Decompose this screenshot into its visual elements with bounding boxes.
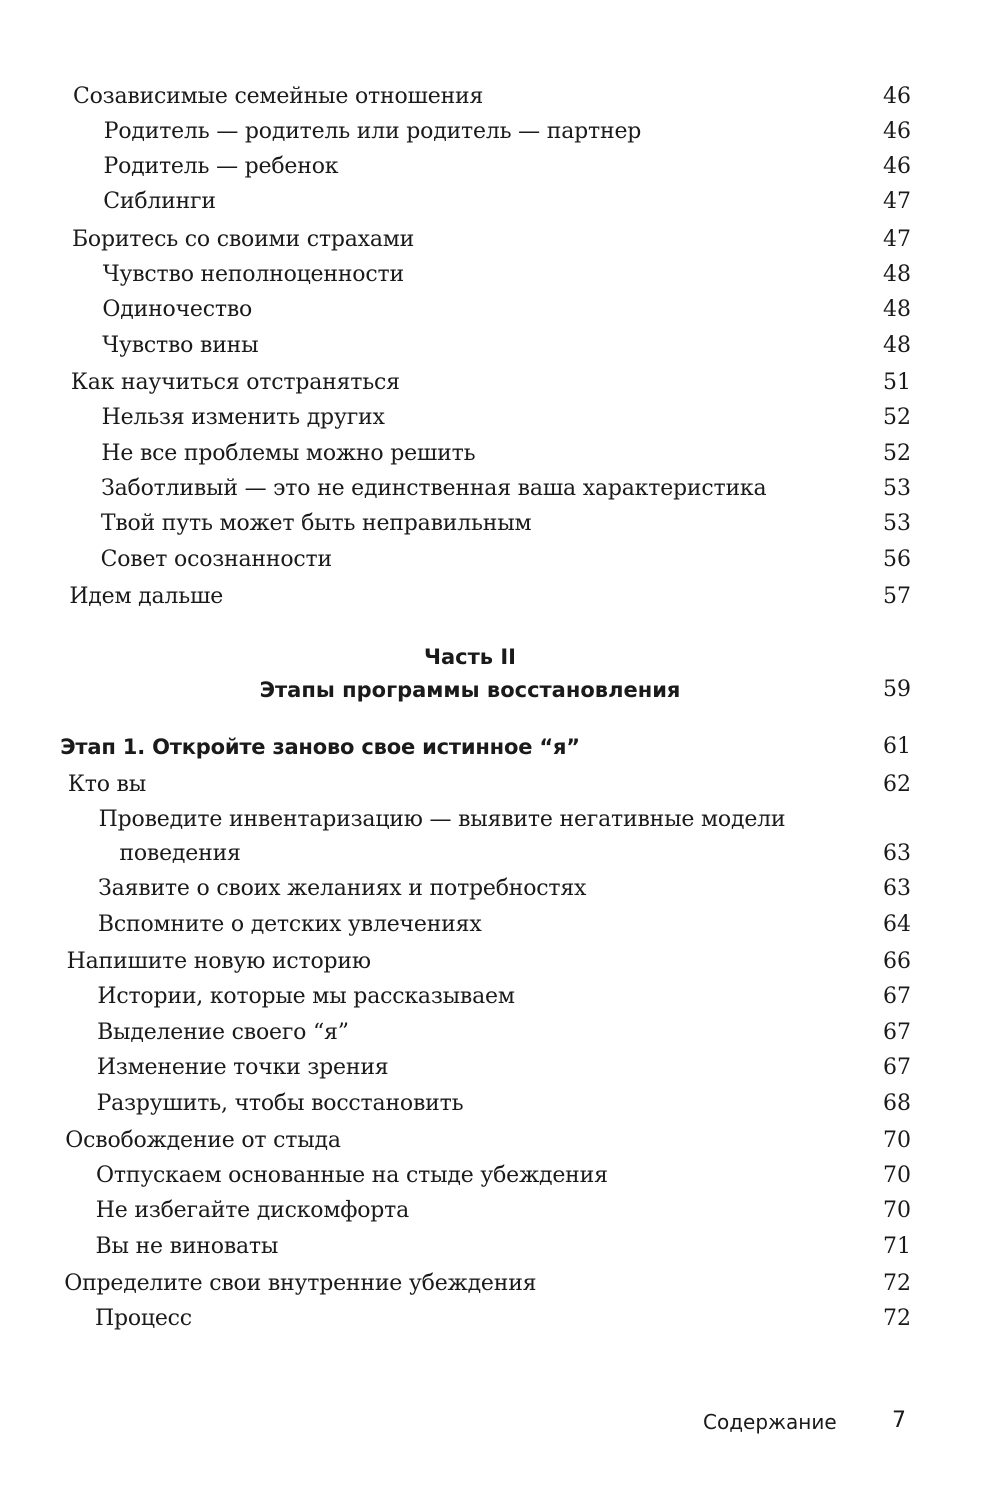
toc-entry-title: Чувство неполноценности <box>102 262 404 287</box>
toc-entry <box>0 730 1000 764</box>
toc-entry-title: Заявите о своих желаниях и потребностях <box>98 876 587 901</box>
toc-entry-page: 47 <box>883 227 911 252</box>
toc-entry-title: Одиночество <box>102 297 253 322</box>
running-footer-section: Содержание <box>703 1410 837 1434</box>
toc-entry-page: 53 <box>883 511 911 536</box>
toc-entry-page: 48 <box>883 297 911 322</box>
toc-entry-page: 63 <box>883 841 911 866</box>
toc-entry-page: 46 <box>883 154 911 179</box>
toc-entry-page: 70 <box>883 1163 911 1188</box>
toc-entry-page: 56 <box>883 547 911 572</box>
part-heading-row <box>0 673 1000 707</box>
toc-entry-page: 71 <box>883 1234 911 1259</box>
toc-entry <box>0 329 1000 363</box>
toc-entry <box>0 1051 1000 1085</box>
toc-entry-title: Твой путь может быть неправильным <box>100 511 532 536</box>
toc-entry <box>0 472 1000 506</box>
toc-entry-title: Отпускаем основанные на стыде убеждения <box>96 1163 608 1188</box>
toc-entry-title: поведения <box>119 841 241 866</box>
toc-entry <box>0 150 1000 184</box>
toc-entry-title: Изменение точки зрения <box>96 1055 389 1080</box>
toc-entry <box>0 1159 1000 1193</box>
toc-entry-title: Не все проблемы можно решить <box>101 441 476 466</box>
toc-entry <box>0 293 1000 327</box>
toc-entry <box>0 258 1000 292</box>
toc-entry-page: 61 <box>883 734 911 759</box>
toc-entry <box>0 1194 1000 1228</box>
toc-entry-title: Родитель — родитель или родитель — партнер <box>103 119 642 144</box>
toc-entry-title: Истории, которые мы рассказываем <box>97 984 515 1009</box>
toc-entry-page: 47 <box>883 189 911 214</box>
toc-entry <box>0 543 1000 577</box>
toc-entry-title: Разрушить, чтобы восстановить <box>96 1091 464 1116</box>
toc-entry-page: 67 <box>883 1055 911 1080</box>
toc-entry <box>0 1302 1000 1336</box>
toc-entry <box>0 872 1000 906</box>
toc-entry-title: Чувство вины <box>102 333 259 358</box>
toc-entry <box>0 1087 1000 1121</box>
toc-entry <box>0 908 1000 942</box>
toc-entry-page: 63 <box>883 876 911 901</box>
toc-entry-page: 72 <box>883 1306 911 1331</box>
toc-entry <box>0 366 1000 400</box>
toc-entry <box>0 401 1000 435</box>
toc-entry <box>0 837 1000 871</box>
toc-entry-page: 48 <box>883 262 911 287</box>
toc-entry-title: Боритесь со своими страхами <box>71 227 415 252</box>
toc-entry-title: Не избегайте дискомфорта <box>95 1198 410 1223</box>
toc-entry-page: 48 <box>883 333 911 358</box>
toc-entry-page: 46 <box>883 84 911 109</box>
toc-entry <box>0 580 1000 614</box>
toc-entry-title: Нельзя изменить других <box>101 405 385 430</box>
part-label: Часть II <box>424 645 516 669</box>
toc-entry-title: Заботливый — это не единственная ваша характеристика <box>101 476 767 501</box>
part-title: Этапы программы восстановления <box>259 678 681 702</box>
part-page: 59 <box>883 677 911 702</box>
toc-entry-title: Выделение своего “я” <box>97 1020 349 1045</box>
page-number: 7 <box>892 1408 906 1433</box>
toc-entry <box>0 507 1000 541</box>
toc-entry-page: 57 <box>883 584 911 609</box>
toc-entry-page: 51 <box>883 370 911 395</box>
toc-entry <box>0 803 1000 837</box>
toc-entry-title: Кто вы <box>67 772 147 797</box>
toc-entry-page: 66 <box>883 949 911 974</box>
toc-entry-page: 64 <box>883 912 911 937</box>
toc-entry-title: Совет осознанности <box>100 547 332 572</box>
toc-entry-page: 62 <box>883 772 911 797</box>
toc-entry-title: Сиблинги <box>103 189 216 214</box>
toc-entry <box>0 115 1000 149</box>
toc-entry-page: 67 <box>883 1020 911 1045</box>
toc-entry-title: Как научиться отстраняться <box>70 370 400 395</box>
toc-entry-page: 72 <box>883 1271 911 1296</box>
toc-entry <box>0 945 1000 979</box>
toc-entry-title: Этап 1. Откройте заново свое истинное “я” <box>60 735 580 759</box>
toc-entry <box>0 1267 1000 1301</box>
toc-entry-title: Идем дальше <box>69 584 224 609</box>
toc-entry <box>0 1230 1000 1264</box>
toc-entry-title: Родитель — ребенок <box>103 154 339 179</box>
toc-entry-title: Определите свои внутренние убеждения <box>64 1271 537 1296</box>
toc-entry <box>0 223 1000 257</box>
toc-entry-page: 53 <box>883 476 911 501</box>
toc-entry-title: Созависимые семейные отношения <box>73 84 484 109</box>
toc-entry-page: 52 <box>883 441 911 466</box>
toc-entry-page: 70 <box>883 1198 911 1223</box>
toc-entry <box>0 1124 1000 1158</box>
toc-entry-title: Вспомните о детских увлечениях <box>97 912 482 937</box>
toc-entry <box>0 768 1000 802</box>
toc-entry-title: Освобождение от стыда <box>65 1128 341 1153</box>
toc-entry <box>0 980 1000 1014</box>
toc-entry-page: 46 <box>883 119 911 144</box>
toc-entry-page: 67 <box>883 984 911 1009</box>
toc-entry <box>0 437 1000 471</box>
toc-entry-title: Вы не виноваты <box>95 1234 279 1259</box>
toc-entry-title: Проведите инвентаризацию — выявите негативные модели <box>98 807 786 832</box>
toc-entry-title: Процесс <box>95 1306 192 1331</box>
toc-entry-page: 52 <box>883 405 911 430</box>
toc-entry-page: 70 <box>883 1128 911 1153</box>
toc-entry-page: 68 <box>883 1091 911 1116</box>
toc-entry-title: Напишите новую историю <box>66 949 371 974</box>
toc-entry <box>0 185 1000 219</box>
toc-entry <box>0 1016 1000 1050</box>
toc-entry <box>0 80 1000 114</box>
